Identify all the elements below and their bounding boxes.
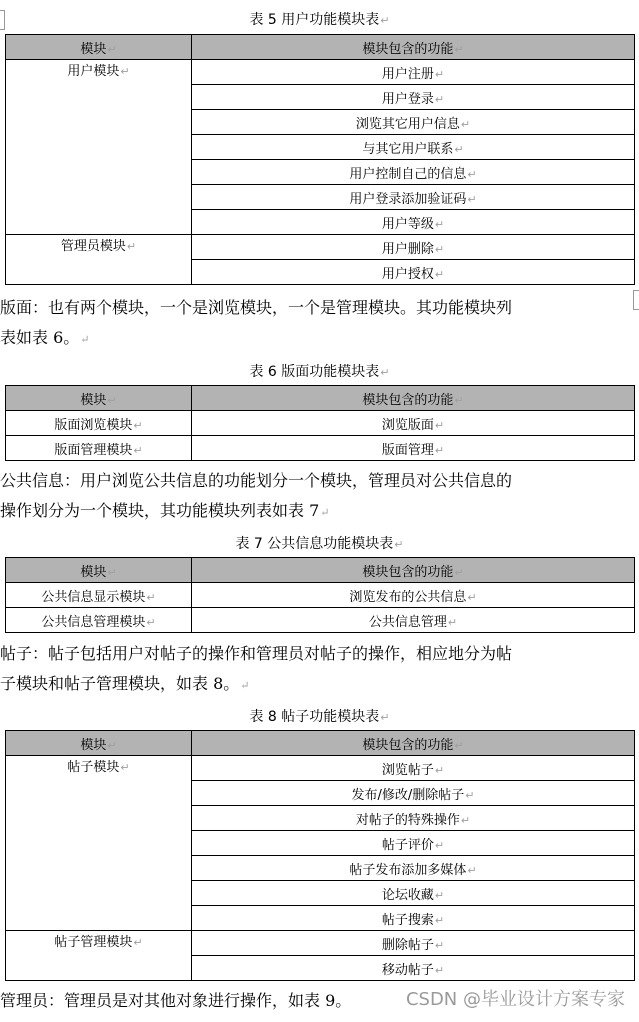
function-cell [192, 60, 635, 85]
cell-text: 模块 [80, 41, 107, 57]
paragraph-line: 版面：也有两个模块，一个是浏览模块，一个是管理模块。其功能模块列 [0, 298, 513, 317]
cell-text: 用户登录 [381, 91, 434, 107]
table-row [6, 60, 635, 85]
function-cell [192, 436, 635, 461]
caption-text: 表 7 公共信息功能模块表 [235, 536, 394, 552]
table6-body [6, 386, 635, 461]
cell-text: 论坛收藏 [381, 887, 434, 903]
return-mark-icon: ↵ [467, 863, 477, 877]
return-mark-icon: ↵ [465, 788, 475, 802]
return-mark-icon: ↵ [434, 838, 445, 852]
cell-text: 管理员模块 [60, 239, 126, 254]
cell-text: 浏览帖子 [381, 762, 434, 778]
return-mark-icon: ↵ [454, 565, 464, 579]
header-functions [192, 386, 635, 411]
paragraph-board [0, 293, 639, 353]
function-cell [192, 608, 635, 633]
cell-text: 移动帖子 [381, 962, 434, 978]
cell-text: 浏览发布的公共信息 [349, 589, 467, 605]
return-mark-icon: ↵ [447, 615, 458, 629]
return-mark-icon: ↵ [120, 761, 130, 774]
cell-text: 模块 [80, 737, 107, 753]
cell-text: 帖子搜索 [381, 912, 434, 928]
paragraph-line: 管理员：管理员是对其他对象进行操作，如表 9。 [0, 991, 352, 1010]
cell-text: 用户登录添加验证码 [349, 191, 467, 207]
return-mark-icon: ↵ [454, 738, 464, 752]
return-mark-icon: ↵ [434, 938, 445, 952]
return-mark-icon: ↵ [380, 14, 390, 27]
return-mark-icon: ↵ [434, 92, 445, 106]
table7-public-info-modules [5, 557, 635, 633]
table-row [6, 411, 635, 436]
cell-text: 发布/修改/删除帖子 [351, 787, 465, 803]
table5-user-modules [5, 34, 635, 285]
return-mark-icon: ↵ [146, 615, 156, 629]
table6-board-modules [5, 385, 635, 461]
caption-text: 表 5 用户功能模块表 [249, 12, 380, 28]
cell-text: 用户授权 [381, 266, 434, 282]
cell-text: 模块包含的功能 [362, 41, 454, 57]
cell-text: 浏览其它用户信息 [355, 116, 460, 132]
header-functions [192, 558, 635, 583]
function-cell [192, 135, 635, 160]
table7-caption [0, 534, 639, 555]
return-mark-icon: ↵ [80, 333, 90, 346]
return-mark-icon: ↵ [434, 418, 445, 432]
return-mark-icon: ↵ [133, 418, 143, 432]
csdn-watermark: CSDN @毕业设计方案专家 [405, 989, 625, 1010]
header-functions [192, 35, 635, 60]
return-mark-icon: ↵ [434, 217, 445, 231]
table5-caption [0, 10, 639, 31]
header-module [6, 558, 192, 583]
header-functions [192, 731, 635, 756]
caption-text: 表 8 帖子功能模块表 [249, 709, 380, 725]
paragraph-public-info [0, 466, 639, 526]
cell-text: 用户等级 [381, 216, 434, 232]
cell-text: 版面管理模块 [54, 442, 133, 458]
return-mark-icon: ↵ [454, 142, 464, 156]
cell-text: 用户控制自己的信息 [349, 166, 467, 182]
table-row [6, 608, 635, 633]
module-name-cell [6, 235, 192, 285]
return-mark-icon: ↵ [434, 267, 445, 281]
return-mark-icon: ↵ [133, 936, 143, 949]
return-mark-icon: ↵ [467, 167, 477, 181]
return-mark-icon: ↵ [467, 590, 477, 604]
return-mark-icon: ↵ [120, 65, 130, 78]
return-mark-icon: ↵ [434, 443, 445, 457]
return-mark-icon: ↵ [467, 192, 477, 206]
function-cell [192, 956, 635, 981]
return-mark-icon: ↵ [380, 711, 390, 724]
table-row [6, 931, 635, 956]
return-mark-icon: ↵ [460, 117, 471, 131]
return-mark-icon: ↵ [133, 443, 143, 457]
table-row [6, 583, 635, 608]
header-row [6, 558, 635, 583]
cell-text: 删除帖子 [381, 937, 434, 953]
return-mark-icon: ↵ [126, 240, 137, 253]
function-cell [192, 583, 635, 608]
return-mark-icon: ↵ [107, 393, 117, 407]
table6-caption [0, 362, 639, 383]
table-row [6, 756, 635, 781]
return-mark-icon: ↵ [107, 738, 117, 752]
function-cell [192, 235, 635, 260]
header-module [6, 35, 192, 60]
cell-text: 用户注册 [381, 66, 434, 82]
table8-caption [0, 707, 639, 728]
paragraph-line: 表如表 6。 [0, 328, 80, 347]
cell-text: 版面浏览模块 [54, 417, 133, 433]
cell-text: 模块 [80, 392, 107, 408]
return-mark-icon: ↵ [454, 42, 464, 56]
cell-text: 模块包含的功能 [362, 737, 454, 753]
module-name-cell [6, 931, 192, 981]
paragraph-line: 操作划分为一个模块，其功能模块列表如表 7 [0, 501, 320, 520]
function-cell [192, 881, 635, 906]
return-mark-icon: ↵ [394, 538, 404, 551]
return-mark-icon: ↵ [454, 393, 464, 407]
module-name-cell [6, 756, 192, 931]
cell-text: 与其它用户联系 [362, 141, 454, 157]
function-cell [192, 831, 635, 856]
function-cell [192, 160, 635, 185]
module-name-cell [6, 411, 192, 436]
cell-text: 公共信息管理模块 [41, 614, 146, 630]
module-name-cell [6, 436, 192, 461]
module-name-cell [6, 583, 192, 608]
paragraph-line: 帖子：帖子包括用户对帖子的操作和管理员对帖子的操作，相应地分为帖 [0, 644, 513, 663]
cell-text: 用户模块 [67, 64, 120, 79]
table8-body [6, 731, 635, 981]
return-mark-icon: ↵ [240, 679, 250, 692]
function-cell [192, 185, 635, 210]
header-row [6, 35, 635, 60]
paragraph-posts [0, 639, 639, 699]
return-mark-icon: ↵ [434, 242, 445, 256]
function-cell [192, 931, 635, 956]
cell-text: 帖子管理模块 [54, 935, 133, 950]
module-name-cell [6, 60, 192, 235]
paragraph-line: 公共信息：用户浏览公共信息的功能划分一个模块，管理员对公共信息的 [0, 471, 513, 490]
table-row [6, 436, 635, 461]
function-cell [192, 260, 635, 285]
function-cell [192, 806, 635, 831]
table-row [6, 235, 635, 260]
function-cell [192, 411, 635, 436]
return-mark-icon: ↵ [146, 590, 156, 604]
function-cell [192, 756, 635, 781]
paragraph-line: 子模块和帖子管理模块，如表 8。 [0, 674, 240, 693]
cell-text: 模块 [80, 564, 107, 580]
function-cell [192, 210, 635, 235]
function-cell [192, 856, 635, 881]
cell-text: 公共信息管理 [368, 614, 447, 630]
return-mark-icon: ↵ [434, 963, 445, 977]
return-mark-icon: ↵ [434, 888, 445, 902]
function-cell [192, 110, 635, 135]
caption-text: 表 6 版面功能模块表 [249, 364, 380, 380]
cell-text: 帖子评价 [381, 837, 434, 853]
return-mark-icon: ↵ [434, 67, 445, 81]
cell-text: 对帖子的特殊操作 [355, 812, 460, 828]
cell-text: 帖子发布添加多媒体 [349, 862, 467, 878]
cell-text: 公共信息显示模块 [41, 589, 146, 605]
function-cell [192, 85, 635, 110]
return-mark-icon: ↵ [107, 565, 117, 579]
header-row [6, 386, 635, 411]
return-mark-icon: ↵ [107, 42, 117, 56]
header-module [6, 386, 192, 411]
return-mark-icon: ↵ [434, 913, 445, 927]
return-mark-icon: ↵ [380, 366, 390, 379]
return-mark-icon: ↵ [320, 506, 330, 519]
function-cell [192, 781, 635, 806]
table8-post-modules [5, 730, 635, 981]
cell-text: 帖子模块 [67, 760, 120, 775]
module-name-cell [6, 608, 192, 633]
cell-text: 浏览版面 [381, 417, 434, 433]
return-mark-icon: ↵ [460, 813, 471, 827]
return-mark-icon: ↵ [434, 763, 445, 777]
header-module [6, 731, 192, 756]
cell-text: 用户删除 [381, 241, 434, 257]
header-row [6, 731, 635, 756]
function-cell [192, 906, 635, 931]
cell-text: 模块包含的功能 [362, 392, 454, 408]
cell-text: 模块包含的功能 [362, 564, 454, 580]
table7-body [6, 558, 635, 633]
table5-body [6, 35, 635, 285]
cell-text: 版面管理 [381, 442, 434, 458]
